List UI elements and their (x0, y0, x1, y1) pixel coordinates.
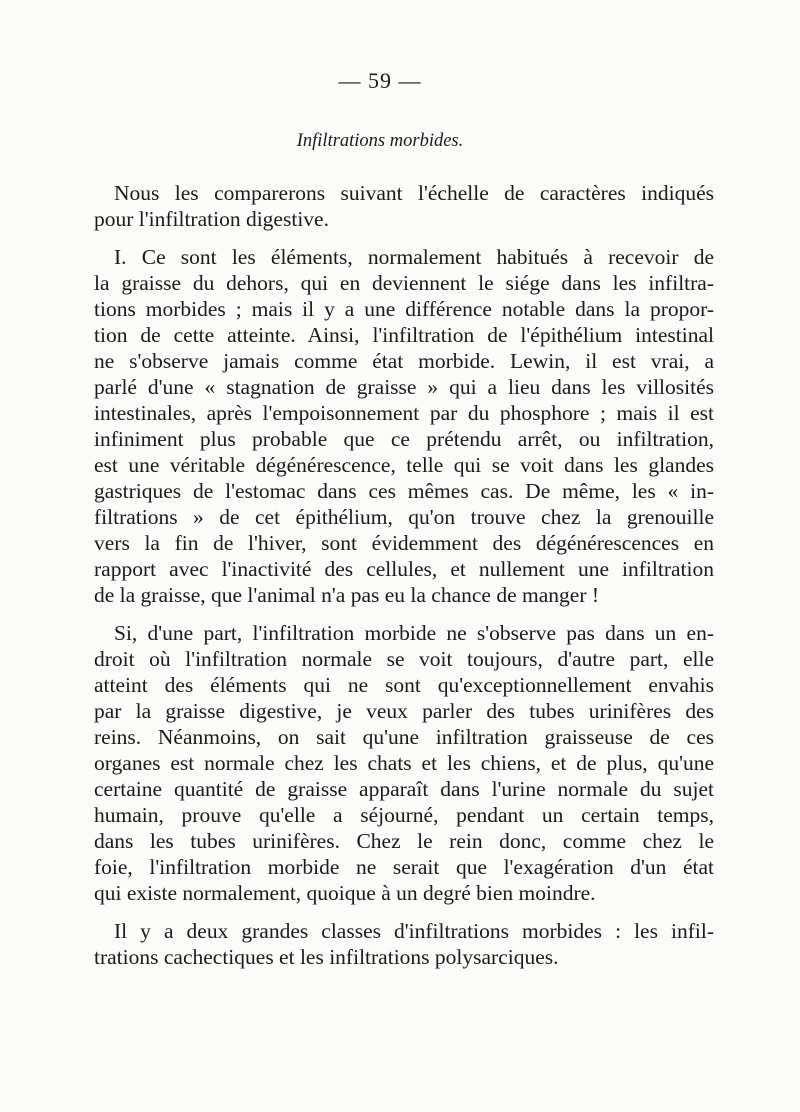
text-line: parlé d'une « stagnation de graisse » qui a lieu dans les villosités (94, 375, 714, 399)
text-line: filtrations » de cet épithélium, qu'on trouve chez la grenouille (94, 505, 714, 529)
text-line: tion de cette atteinte. Ainsi, l'infiltration de l'épithélium intestinal (94, 323, 714, 347)
text-line: intestinales, après l'empoisonnement par du phosphore ; mais il est (94, 401, 714, 425)
text-line: par la graisse digestive, je veux parler des tubes urinifères des (94, 699, 714, 723)
text-line: Il y a deux grandes classes d'infiltrations morbides : les infil- (114, 919, 714, 943)
paragraph (94, 918, 714, 970)
text-line: atteint des éléments qui ne sont qu'exceptionnellement envahis (94, 673, 714, 697)
section-title: Infiltrations morbides. (296, 131, 464, 151)
text-line: vers la fin de l'hiver, sont évidemment des dégénérescences en (94, 531, 714, 555)
paragraph (94, 180, 714, 232)
paragraph-gap (94, 232, 714, 244)
paragraph (94, 620, 714, 906)
text-line: trations cachectiques et les infiltrations polysarciques. (94, 945, 559, 969)
text-line: rapport avec l'inactivité des cellules, et nullement une infiltration (94, 557, 714, 581)
paragraph-gap (94, 906, 714, 918)
text-line: tions morbides ; mais il y a une différence notable dans la propor- (94, 297, 714, 321)
paragraph (94, 244, 714, 608)
text-line: Si, d'une part, l'infiltration morbide ne s'observe pas dans un en- (114, 621, 714, 645)
text-line: la graisse du dehors, qui en deviennent le siége dans les infiltra- (94, 271, 714, 295)
text-line: Nous les comparerons suivant l'échelle de caractères indiqués (114, 181, 714, 205)
text-line: qui existe normalement, quoique à un degré bien moindre. (94, 881, 596, 905)
text-line: foie, l'infiltration morbide ne serait que l'exagération d'un état (94, 855, 714, 879)
text-line: certaine quantité de graisse apparaît dans l'urine normale du sujet (94, 777, 714, 801)
paragraph-gap (94, 608, 714, 620)
text-line: reins. Néanmoins, on sait qu'une infiltration graisseuse de ces (94, 725, 714, 749)
text-line: organes est normale chez les chats et les chiens, et de plus, qu'une (94, 751, 714, 775)
body-text (94, 180, 714, 970)
text-line: pour l'infiltration digestive. (94, 207, 329, 231)
text-line: ne s'observe jamais comme état morbide. Lewin, il est vrai, a (94, 349, 714, 373)
page-number: — 59 — (338, 68, 422, 93)
text-line: dans les tubes urinifères. Chez le rein donc, comme chez le (94, 829, 714, 853)
text-line: gastriques de l'estomac dans ces mêmes cas. De même, les « in- (94, 479, 714, 503)
text-line: humain, prouve qu'elle a séjourné, pendant un certain temps, (94, 803, 714, 827)
text-line: I. Ce sont les éléments, normalement habitués à recevoir de (114, 245, 714, 269)
text-line: est une véritable dégénérescence, telle qui se voit dans les glandes (94, 453, 714, 477)
text-line: infiniment plus probable que ce prétendu arrêt, ou infiltration, (94, 427, 714, 451)
text-line: de la graisse, que l'animal n'a pas eu la chance de manger ! (94, 583, 600, 607)
text-line: droit où l'infiltration normale se voit toujours, d'autre part, elle (94, 647, 714, 671)
